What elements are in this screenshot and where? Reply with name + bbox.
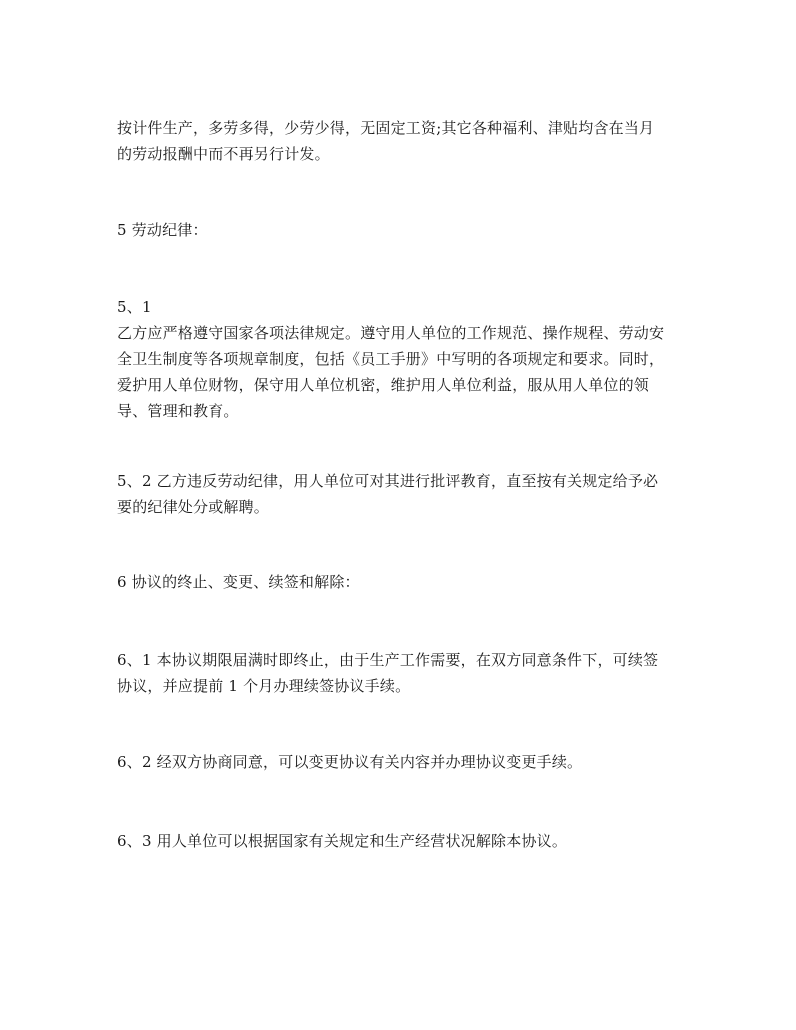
clause-6-1 xyxy=(117,647,687,699)
heading-text: 5 劳动纪律： xyxy=(117,221,208,239)
clause-number: 5、1 xyxy=(117,298,152,316)
clause-6-2 xyxy=(117,749,687,775)
text-line: 要的纪律处分或解聘。 xyxy=(117,498,270,516)
text-line: 6、1 本协议期限届满时即终止，由于生产工作需要，在双方同意条件下，可续签 xyxy=(117,651,659,669)
text-line: 爱护用人单位财物，保守用人单位机密，维护用人单位利益，服从用人单位的领 xyxy=(117,376,650,394)
paragraph-piecework xyxy=(117,115,687,167)
clause-6-3 xyxy=(117,828,687,854)
clause-5-2 xyxy=(117,468,687,520)
text-line: 协议，并应提前 1 个月办理续签协议手续。 xyxy=(117,677,411,695)
heading-text: 6 协议的终止、变更、续签和解除： xyxy=(117,573,360,591)
section-heading-labor-discipline xyxy=(117,217,687,243)
clause-5-1 xyxy=(117,294,687,424)
text-line: 按计件生产，多劳多得，少劳少得，无固定工资;其它各种福利、津贴均含在当月 xyxy=(117,119,655,137)
text-line: 6、2 经双方协商同意，可以变更协议有关内容并办理协议变更手续。 xyxy=(117,753,583,771)
section-heading-termination xyxy=(117,569,687,595)
text-line: 全卫生制度等各项规章制度，包括《员工手册》中写明的各项规定和要求。同时， xyxy=(117,350,665,368)
text-line: 乙方应严格遵守国家各项法律规定。遵守用人单位的工作规范、操作规程、劳动安 xyxy=(117,324,665,342)
text-line: 5、2 乙方违反劳动纪律，用人单位可对其进行批评教育，直至按有关规定给予必 xyxy=(117,472,659,490)
text-line: 6、3 用人单位可以根据国家有关规定和生产经营状况解除本协议。 xyxy=(117,832,568,850)
text-line: 的劳动报酬中而不再另行计发。 xyxy=(117,145,330,163)
text-line: 导、管理和教育。 xyxy=(117,402,239,420)
